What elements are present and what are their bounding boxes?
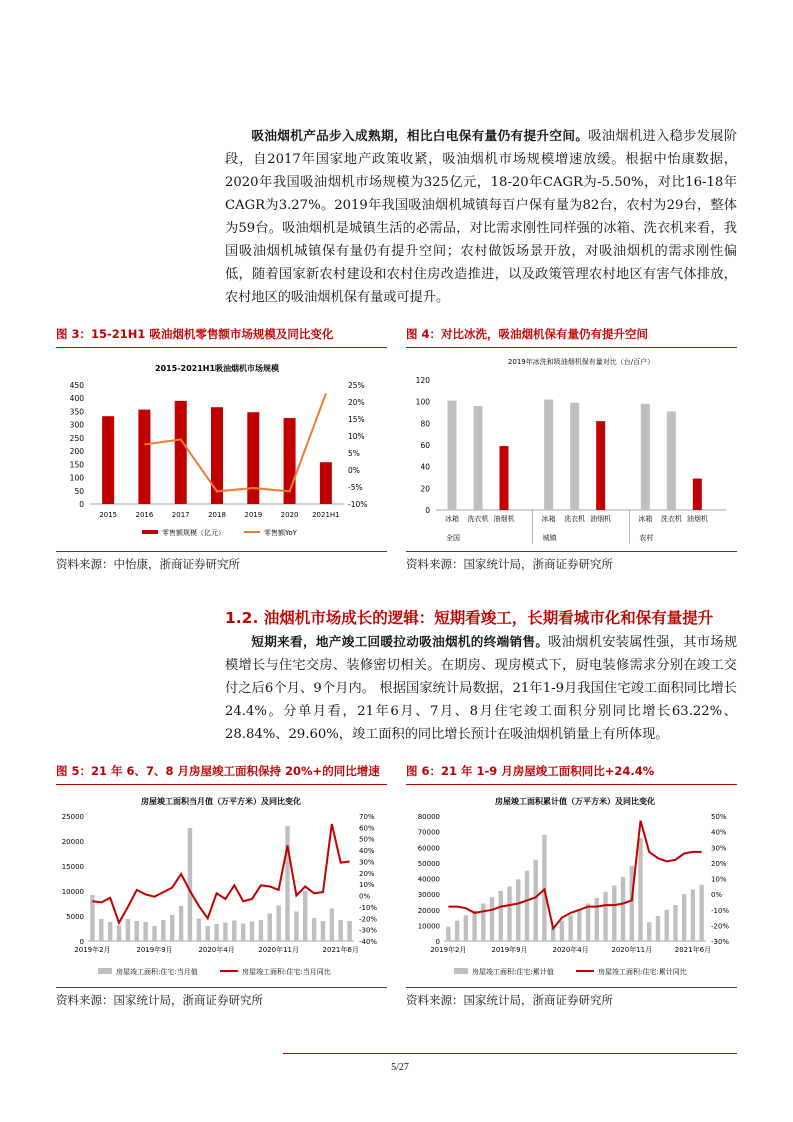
legend-swatch-bar (142, 530, 158, 534)
paragraph-1-lead: 吸油烟机产品步入成熟期，相比白电保有量仍有提升空间。 (251, 128, 589, 143)
bar-冰箱 (544, 400, 553, 511)
x-item-label: 油烟机 (590, 515, 612, 523)
legend-label-line: 房屋竣工面积:住宅:累计同比 (598, 968, 687, 976)
y-right-tick-label: -20% (711, 922, 730, 931)
bar-completed-area (232, 921, 236, 942)
bar-market-size (211, 407, 223, 504)
figure-3-title: 图 3：15-21H1 吸油烟机零售额市场规模及同比变化 (56, 327, 334, 341)
bar-completed-area (188, 828, 192, 941)
bar-completed-area (525, 871, 529, 941)
y-right-tick-label: -30% (711, 938, 730, 946)
bar-completed-area (197, 919, 201, 942)
y-left-tick-label: 70000 (417, 828, 440, 837)
bar-completed-area (612, 886, 616, 941)
y-left-tick-label: 250 (69, 433, 84, 443)
figure-5-source-rule (56, 987, 387, 988)
x-item-label: 洗衣机 (467, 515, 489, 523)
section-heading: 1.2. 油烟机市场成长的逻辑：短期看竣工，长期看城市化和保有量提升 (225, 609, 714, 627)
bar-completed-area (673, 905, 677, 941)
x-group-label: 城镇 (542, 534, 557, 542)
figure-6-rule (406, 784, 737, 785)
chart-title: 2019年冰洗和吸油烟机保有量对比（台/百户） (507, 358, 655, 366)
bar-market-size (247, 412, 259, 504)
y-right-tick-label: 0% (348, 466, 360, 475)
y-left-tick-label: 80000 (417, 813, 440, 821)
bar-completed-area (321, 921, 325, 941)
figure-6-source-rule (406, 987, 737, 988)
figure-6-title: 图 6：21 年 1-9 月房屋竣工面积同比+24.4% (406, 764, 655, 778)
y-right-tick-label: 0% (711, 891, 723, 900)
y-left-tick-label: 20000 (61, 838, 84, 846)
bar-completed-area (259, 920, 263, 941)
bar-油烟机 (596, 421, 605, 510)
x-item-label: 洗衣机 (660, 515, 682, 523)
line-yoy (92, 824, 349, 923)
bar-completed-area (490, 897, 494, 941)
y-right-tick-label: -5% (348, 483, 363, 492)
bar-completed-area (241, 924, 245, 942)
bar-completed-area (464, 915, 468, 941)
bar-completed-area (656, 916, 660, 941)
line-yoy (448, 821, 701, 929)
y-right-tick-label: 10% (359, 881, 375, 890)
y-right-tick-label: 40% (711, 828, 727, 837)
chart-title: 2015-2021H1吸油烟机市场规模 (154, 364, 280, 373)
x-group-label: 全国 (446, 534, 460, 542)
x-tick-label: 2019年2月 (74, 946, 111, 954)
bar-completed-area (577, 910, 581, 941)
figure-5-svg (56, 788, 387, 984)
y-left-tick-label: 50000 (417, 859, 440, 868)
figure-6-source: 资料来源：国家统计局，浙商证券研究所 (406, 993, 613, 1007)
legend-label-bar: 房屋竣工面积:住宅:累计值 (472, 968, 554, 976)
y-right-tick-label: 70% (359, 813, 375, 821)
x-tick-label: 2020年4月 (198, 946, 235, 954)
x-tick-label: 2020 (280, 511, 299, 519)
bar-completed-area (214, 924, 218, 941)
y-left-tick-label: 20000 (417, 906, 440, 915)
x-tick-label: 2021年6月 (322, 946, 359, 954)
x-tick-label: 2019年9月 (136, 946, 173, 954)
bar-completed-area (682, 894, 686, 941)
y-left-tick-label: 300 (69, 420, 84, 430)
bar-completed-area (179, 906, 183, 941)
y-left-tick-label: 0 (435, 938, 440, 946)
y-left-tick-label: 10000 (417, 922, 440, 931)
y-right-tick-label: 15% (348, 415, 365, 424)
bar-completed-area (152, 926, 156, 941)
x-tick-label: 2019年2月 (430, 946, 467, 954)
figure-4-chart (406, 352, 737, 547)
x-item-label: 油烟机 (686, 515, 708, 523)
x-item-label: 油烟机 (493, 515, 515, 523)
paragraph-1 (225, 124, 737, 309)
y-left-tick-label: 150 (69, 460, 84, 470)
bar-completed-area (586, 904, 590, 942)
page-number: 5/27 (391, 1062, 409, 1073)
y-left-tick-label: 5000 (66, 913, 84, 921)
bar-completed-area (647, 922, 651, 941)
bar-completed-area (621, 877, 625, 941)
y-right-tick-label: 60% (359, 824, 375, 833)
bar-油烟机 (500, 446, 509, 510)
y-right-tick-label: -10% (348, 500, 368, 509)
line-yoy (144, 394, 326, 492)
y-tick-label: 100 (415, 397, 430, 407)
y-right-tick-label: -10% (359, 903, 378, 912)
bar-completed-area (223, 923, 227, 942)
x-item-label: 冰箱 (638, 515, 653, 523)
bar-completed-area (205, 926, 209, 941)
paragraph-2 (225, 630, 737, 746)
bar-洗衣机 (667, 411, 676, 510)
x-item-label: 洗衣机 (564, 515, 586, 523)
y-left-tick-label: 15000 (61, 863, 84, 871)
paragraph-1-body: 吸油烟机进入稳步发展阶段，自2017年国家地产政策收紧，吸油烟机市场规模增速放缓。根据中怡康数据，2020年我国吸油烟机市场规模为325亿元，18-20年CAGR为-5.50%，对比16-18年CAGR为3.27%。2019年我国吸油烟机城镇每百户保有量为82台，农村为29台，整体为59台。吸油烟机是城镇生活的必需品，对比需求刚性同样强的冰箱、洗衣机来看，我国吸油烟机城镇保有量仍有提升空间；农村做饭场景开放，对吸油烟机的需求刚性偏低，随着国家新农村建设和农村住房改造推进，以及政策管理农村地区有害气体排放，农村地区的吸油烟机保有量或可提升。 (225, 129, 738, 305)
x-item-label: 冰箱 (445, 515, 459, 523)
footer-rule (283, 1053, 737, 1054)
figure-5-rule (56, 784, 387, 785)
bar-completed-area (542, 835, 546, 941)
x-tick-label: 2015 (99, 511, 118, 519)
chart-title: 房屋竣工面积当月值（万平方米）及同比变化 (141, 797, 301, 806)
legend-swatch-bar (98, 968, 112, 974)
bar-completed-area (330, 909, 334, 942)
bar-market-size (102, 416, 114, 504)
figure-6-svg (406, 788, 737, 984)
x-group-label: 农村 (639, 534, 654, 542)
y-right-tick-label: 20% (359, 869, 375, 878)
bar-completed-area (294, 912, 298, 942)
y-tick-label: 0 (425, 506, 430, 515)
figure-3-chart (56, 352, 387, 542)
bar-冰箱 (448, 401, 457, 510)
bar-completed-area (268, 914, 272, 942)
bar-completed-area (481, 904, 485, 942)
bar-completed-area (507, 886, 511, 941)
bar-completed-area (126, 919, 130, 941)
x-tick-label: 2021H1 (312, 511, 340, 519)
x-tick-label: 2018 (208, 511, 226, 519)
figure-3-rule (56, 347, 387, 348)
bar-completed-area (108, 922, 112, 941)
y-left-tick-label: 0 (79, 938, 84, 946)
figure-4-title: 图 4：对比冰洗，吸油烟机保有量仍有提升空间 (406, 327, 649, 341)
bar-completed-area (665, 910, 669, 941)
x-tick-label: 2016 (135, 511, 154, 519)
y-right-tick-label: 10% (711, 875, 727, 884)
figure-6-chart (406, 788, 737, 984)
x-tick-label: 2017 (171, 511, 190, 519)
bar-completed-area (472, 911, 476, 941)
figure-5-chart (56, 788, 387, 984)
y-right-tick-label: 20% (711, 859, 727, 868)
bar-洗衣机 (570, 403, 579, 510)
y-left-tick-label: 400 (69, 394, 84, 404)
bar-completed-area (250, 922, 254, 942)
figure-4-source-rule (406, 551, 737, 552)
bar-completed-area (285, 826, 289, 941)
y-left-tick-label: 10000 (61, 888, 84, 896)
legend-label-line: 零售额YoY (264, 529, 297, 537)
bar-completed-area (303, 891, 307, 941)
y-left-tick-label: 40000 (417, 875, 440, 884)
bar-completed-area (446, 927, 450, 941)
legend-swatch-bar (454, 968, 468, 974)
bar-completed-area (516, 879, 520, 941)
bar-market-size (175, 401, 187, 504)
x-item-label: 冰箱 (541, 515, 556, 523)
figure-4-svg (406, 352, 737, 547)
bar-completed-area (560, 921, 564, 941)
y-left-tick-label: 100 (69, 473, 84, 483)
bar-油烟机 (693, 479, 702, 510)
bar-completed-area (630, 866, 634, 941)
bar-market-size (138, 410, 150, 504)
y-left-tick-label: 200 (69, 447, 84, 457)
bar-completed-area (99, 919, 103, 941)
x-tick-label: 2021年6月 (674, 946, 712, 954)
bar-completed-area (347, 921, 351, 941)
chart-title: 房屋竣工面积累计值（万平方米）及同比变化 (495, 797, 655, 806)
figure-3-svg (56, 352, 387, 542)
bar-洗衣机 (474, 406, 483, 510)
bar-completed-area (143, 922, 147, 941)
bar-completed-area (699, 885, 703, 941)
y-tick-label: 40 (420, 462, 430, 472)
bar-completed-area (276, 906, 280, 942)
y-right-tick-label: 25% (348, 381, 365, 390)
bar-completed-area (455, 921, 459, 941)
figure-5-title: 图 5：21 年 6、7、8 月房屋竣工面积保持 20%+的同比增速 (56, 764, 380, 778)
y-right-tick-label: 30% (711, 844, 727, 853)
y-left-tick-label: 60000 (417, 844, 440, 853)
bar-completed-area (603, 892, 607, 941)
y-left-tick-label: 25000 (61, 813, 84, 821)
y-right-tick-label: -30% (359, 926, 378, 935)
y-right-tick-label: 40% (359, 847, 375, 856)
y-right-tick-label: 5% (348, 449, 360, 458)
y-right-tick-label: -40% (359, 938, 378, 946)
figure-3-source: 资料来源：中怡康，浙商证券研究所 (56, 557, 240, 571)
y-left-tick-label: 50 (74, 486, 84, 496)
y-right-tick-label: 10% (348, 432, 365, 441)
bar-completed-area (170, 915, 174, 941)
bar-completed-area (135, 921, 139, 941)
x-tick-label: 2019年9月 (491, 946, 528, 954)
figure-3-source-rule (56, 551, 387, 552)
bar-completed-area (534, 860, 538, 941)
figure-5-source: 资料来源：国家统计局，浙商证券研究所 (56, 993, 263, 1007)
y-right-tick-label: 0% (359, 892, 371, 901)
bar-completed-area (117, 926, 121, 942)
bar-completed-area (568, 915, 572, 941)
x-tick-label: 2020年11月 (611, 946, 653, 954)
bar-market-size (320, 462, 332, 504)
y-tick-label: 60 (420, 441, 430, 450)
y-tick-label: 120 (415, 376, 430, 385)
x-tick-label: 2019 (244, 511, 263, 519)
bar-completed-area (595, 898, 599, 941)
paragraph-2-body: 吸油烟机安装属性强，其市场规模增长与住宅交房、装修密切相关。在期房、现房模式下，厨电装修需求分别在竣工交付之后6个月、9个月内。 根据国家统计局数据，21年1-9月我国住宅竣工面积同比增长24.4%。分单月看，21年6月、7月、8月住宅竣工面积分别同比增长63.22%、28.84%、29.60%，竣工面积的同比增长预计在吸油烟机销量上有所体现。 (225, 635, 738, 742)
y-left-tick-label: 0 (79, 500, 84, 509)
y-left-tick-label: 450 (69, 381, 84, 390)
bar-completed-area (691, 889, 695, 941)
y-tick-label: 20 (420, 484, 430, 494)
y-right-tick-label: 20% (348, 398, 365, 407)
bar-completed-area (312, 918, 316, 941)
y-tick-label: 80 (420, 419, 430, 429)
legend-label-line: 房屋竣工面积:住宅:当月同比 (242, 968, 331, 976)
figure-4-rule (406, 347, 737, 348)
bar-completed-area (499, 891, 503, 941)
bar-completed-area (338, 920, 342, 941)
bar-completed-area (161, 920, 165, 941)
y-right-tick-label: -10% (711, 906, 730, 915)
y-right-tick-label: 50% (359, 835, 375, 844)
y-right-tick-label: -20% (359, 915, 378, 924)
bar-冰箱 (641, 404, 650, 510)
legend-label-bar: 房屋竣工面积:住宅:当月值 (116, 968, 198, 976)
legend-label-bar: 零售额规模（亿元） (162, 529, 225, 537)
figure-4-source: 资料来源：国家统计局，浙商证券研究所 (406, 557, 613, 571)
paragraph-2-lead: 短期来看，地产竣工回暖拉动吸油烟机的终端销售。 (251, 634, 549, 649)
y-left-tick-label: 350 (69, 407, 84, 417)
y-left-tick-label: 30000 (417, 891, 440, 900)
x-tick-label: 2020年11月 (258, 946, 300, 954)
y-right-tick-label: 50% (711, 813, 727, 821)
bar-completed-area (638, 838, 642, 941)
x-tick-label: 2020年4月 (552, 946, 589, 954)
y-right-tick-label: 30% (359, 858, 375, 867)
